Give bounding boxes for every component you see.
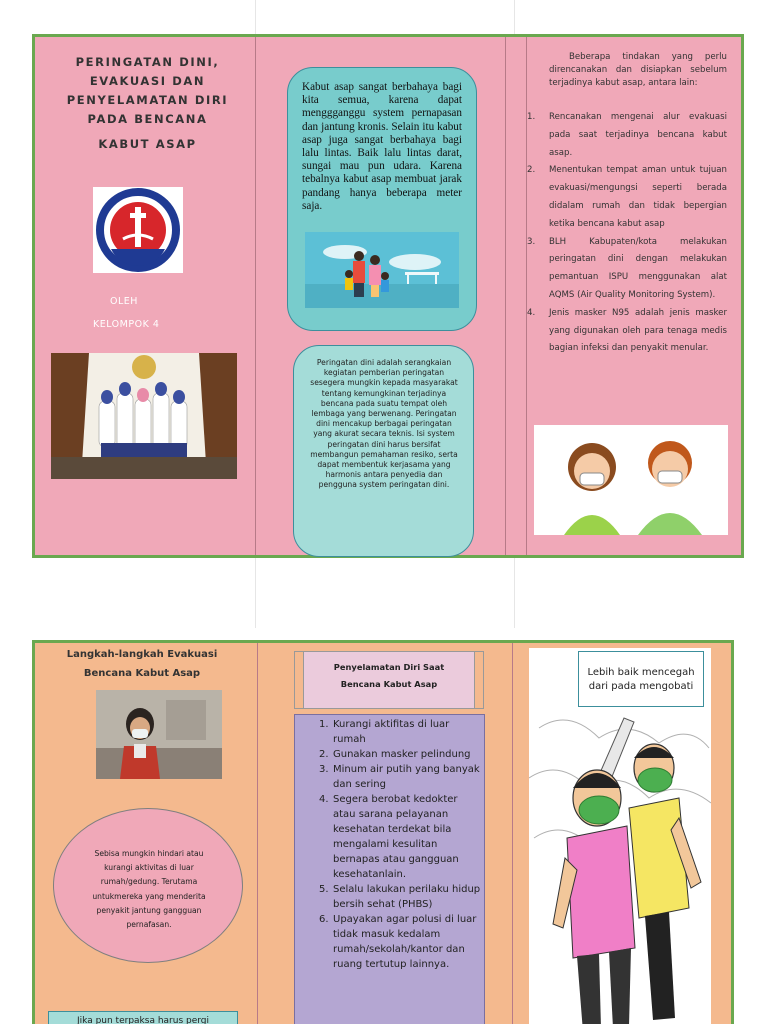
haze-danger-text: Kabut asap sangat berbahaya bagi kita semua, karena dapat menggganggu system pernapasan dan jantung kronis. Selain itu kabut asap juga sangat berbahaya bagi lalu lintas. Baik lalu lintas darat, sungai mau pun udara. Karena tebalnya kabut asap membuat jarak pandang hanya beberapa meter saja. — [302, 81, 462, 212]
list-item — [309, 747, 481, 762]
list-number: 5. — [319, 884, 329, 895]
cover-title-subject: KABUT ASAP — [98, 137, 197, 151]
list-number: 3. — [319, 764, 329, 775]
list-number: 2. — [527, 165, 536, 176]
list-number: 2. — [319, 749, 329, 760]
panel-divider — [255, 37, 256, 555]
masked-kids-illustration — [534, 425, 728, 535]
list-item — [309, 762, 481, 792]
self-rescue-header — [294, 651, 484, 709]
list-text: Kurangi aktifitas di luar rumah — [333, 719, 450, 745]
self-rescue-title — [303, 652, 475, 708]
list-text: Minum air putih yang banyak dan sering — [333, 764, 480, 790]
avoid-activity-text: Sebisa mungkin hindari atau kurangi aktivitas di luar rumah/gedung. Terutama untukmereka yang menderita penyakit jantung gangguan pernafasan. — [92, 849, 206, 930]
preparation-list — [527, 109, 727, 358]
cover-title-line: EVAKUASI DAN — [89, 74, 206, 88]
list-item — [309, 792, 481, 882]
list-number: 1. — [527, 112, 536, 122]
brochure-outside-sheet — [32, 34, 744, 558]
list-item — [527, 162, 727, 233]
institution-logo — [93, 187, 183, 273]
list-text: Upayakan agar polusi di luar tidak masuk kedalam rumah/sekolah/kantor dan ruang tertutup lainnya. — [333, 914, 477, 970]
panel-divider — [512, 643, 513, 1024]
panel-divider — [257, 643, 258, 1024]
list-item — [527, 109, 727, 162]
self-rescue-title-line: Bencana Kabut Asap — [340, 679, 438, 689]
list-number: 1. — [319, 719, 329, 730]
list-text: Selalu lakukan perilaku hidup bersih sehat (PHBS) — [333, 884, 481, 910]
masked-girl-photo — [96, 690, 222, 779]
evacuation-title-line: Bencana Kabut Asap — [83, 668, 201, 679]
self-rescue-card — [294, 714, 485, 1024]
list-number: 3. — [527, 236, 536, 247]
list-text: Segera berobat kedokter atau sarana pelayanan kesehatan terdekat bila mengalami kesulitan bernapas atau gangguan kesehatanlain. — [333, 794, 459, 880]
forced-outing-note: Jika pun terpaksa harus pergi — [48, 1011, 238, 1024]
group-label: KELOMPOK 4 — [93, 319, 160, 330]
list-item — [309, 717, 481, 747]
list-item — [309, 882, 481, 912]
list-item — [527, 305, 727, 358]
author-label: OLEH — [110, 296, 138, 307]
list-number: 6. — [319, 914, 329, 925]
list-text: Jenis masker N95 adalah jenis masker yang digunakan oleh para tenaga medis bagian infeksi dan penyakit menular. — [549, 307, 727, 354]
list-item — [527, 234, 727, 305]
avoid-activity-callout — [53, 808, 243, 963]
self-rescue-title-line: Penyelamatan Diri Saat — [333, 662, 445, 672]
cover-title-line: PENYELAMATAN DIRI — [66, 93, 229, 107]
list-text: BLH Kabupaten/kota melakukan peringatan dini dengan melakukan pemantuan ISPU menggunakan alat AQMS (Air Quality Monitoring System). — [549, 236, 727, 300]
list-item — [309, 912, 481, 972]
list-text: Gunakan masker pelindung — [333, 749, 471, 760]
self-rescue-list — [309, 717, 481, 972]
brochure-inside-sheet — [32, 640, 734, 1024]
cover-title-line: PERINGATAN DINI, — [75, 55, 220, 69]
cover-title-line: PADA BENCANA — [87, 112, 208, 126]
list-number: 4. — [527, 307, 536, 318]
panel-divider — [505, 37, 506, 555]
list-text: Menentukan tempat aman untuk tujuan evakuasi/mengungsi seperti berada didalam rumah dan tidak bepergian ketika bencana kabut asap — [549, 165, 727, 229]
early-warning-card — [293, 345, 474, 557]
evacuation-steps-title — [43, 645, 241, 683]
family-illustration — [305, 232, 459, 308]
early-warning-text: Peringatan dini adalah serangkaian kegiatan pemberian peringatan sesegera mungkin kepada masyarakat tentang kemungkinan terjadinya bencana pada suatu tempat oleh lembaga yang berwenang. Peringatan dini mencakup berbagai peringatan yang akurat secara teknis. Isi system peringatan dini harus bersifat membangun pemahaman resiko, serta dapat membentuk kerjasama yang harmonis antara penyedia dan pengguna system peringatan dini. — [310, 358, 458, 490]
group-photo — [51, 353, 237, 479]
haze-danger-card — [287, 67, 477, 331]
list-number: 4. — [319, 794, 329, 805]
prevention-speech-bubble: Lebih baik mencegah dari pada mengobati — [578, 651, 704, 707]
preparation-intro: Beberapa tindakan yang perlu direncanakan dan disiapkan sebelum terjadinya kabut asap, antara lain: — [549, 52, 727, 88]
evacuation-title-line: Langkah-langkah Evakuasi — [66, 649, 218, 660]
cover-title — [45, 53, 250, 129]
list-text: Rencanakan mengenai alur evakuasi pada saat terjadinya bencana kabut asap. — [549, 112, 727, 158]
